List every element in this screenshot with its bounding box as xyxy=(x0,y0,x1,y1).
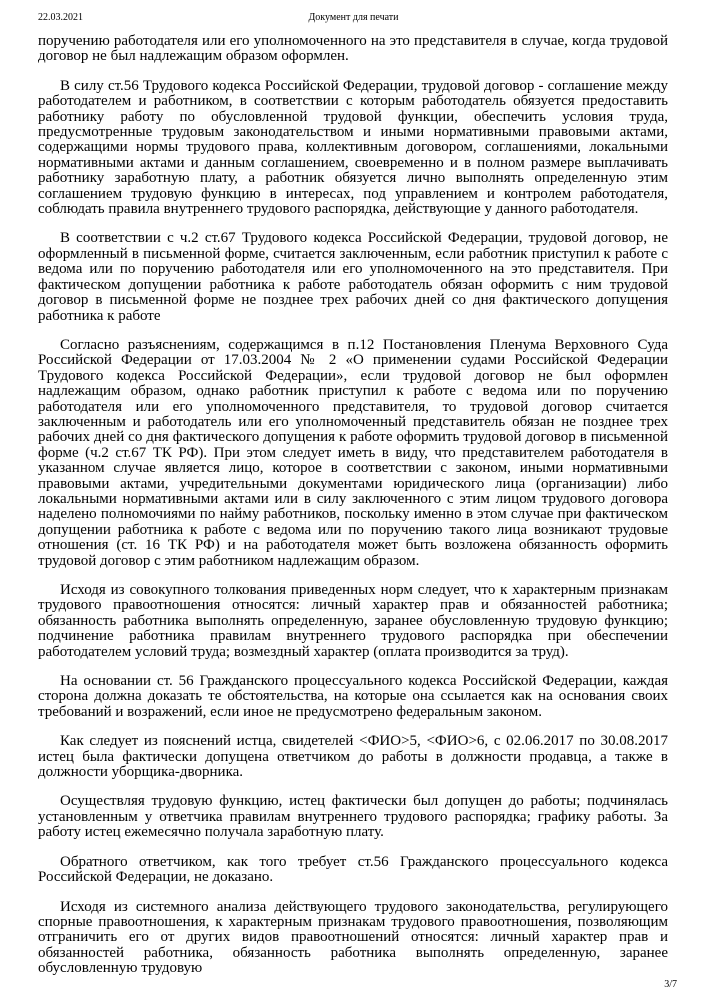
paragraph: Исходя из совокупного толкования приведенных норм следует, что к характерным признакам трудового правоотношения относятся: личный характер прав и обязанностей работника; обязанность работника выполнять определенную, заранее обусловленную трудовую функцию; подчинение работника правилам внутреннего трудового распорядка при обеспечении работодателем условий труда; возмездный характер (оплата производится за труд). xyxy=(38,582,668,660)
paragraph: Исходя из системного анализа действующего трудового законодательства, регулирующего спорные правоотношения, к характерным признакам трудового правоотношения, позволяющим отграничить его от других видов правоотношений относятся: личный характер прав и обязанностей работника, обязанность работника выполнять определенную, заранее обусловленную трудовую xyxy=(38,898,668,977)
print-header xyxy=(0,12,707,24)
paragraph: Согласно разъяснениям, содержащимся в п.12 Постановления Пленума Верховного Суда Российской Федерации от 17.03.2004 № 2 «О применении судами Российской Федерации Трудового кодекса Российской Федерации», если трудовой договор не был оформлен надлежащим образом, однако работник приступил к работе с ведома или по поручению работодателя или его уполномоченного представителя, то трудовой договор считается заключенным и работодатель или его уполномоченный представитель обязан не позднее трех рабочих дней со дня фактического допущения к работе оформить трудовой договор в письменной форме (ч.2 ст.67 ТК РФ). При этом следует иметь в виду, что представителем работодателя в указанном случае является лицо, которое в соответствии с законом, иными нормативными правовыми актами, учредительными документами юридического лица (организации) либо локальными нормативными актами или в силу заключенного с этим лицом трудового договора наделено полномочиями по найму работников, поскольку именно в этом случае при фактическом допущении работника к работе с ведома или по поручению такого лица возникают трудовые отношения (ст. 16 ТК РФ) и на работодателя может быть возложена обязанность оформить трудовой договор с этим работником надлежащим образом. xyxy=(38,336,668,569)
document-date: 22.03.2021 xyxy=(38,12,83,23)
document-title: Документ для печати xyxy=(308,12,399,23)
document-body xyxy=(38,34,668,991)
paragraph: Как следует из пояснений истца, свидетелей <ФИО>5, <ФИО>6, с 02.06.2017 по 30.08.2017 истец была фактически допущена ответчиком до работы в должности продавца, а также в должности уборщика-дворника. xyxy=(38,733,668,781)
paragraph: Обратного ответчиком, как того требует ст.56 Гражданского процессуального кодекса Российской Федерации, не доказано. xyxy=(38,853,668,886)
paragraph: В соответствии с ч.2 ст.67 Трудового кодекса Российской Федерации, трудовой договор, не оформленный в письменной форме, считается заключенным, если работник приступил к работе с ведома или по поручению работодателя или его уполномоченного на это представителя. При фактическом допущении работника к работе работодатель обязан оформить с ним трудовой договор в письменной форме не позднее трех рабочих дней со дня фактического допущения работника к работе xyxy=(38,230,668,324)
page-number: 3/7 xyxy=(664,979,677,990)
paragraph: Осуществляя трудовую функцию, истец фактически был допущен до работы; подчинялась установленным у ответчика правилам внутреннего трудового распорядка; графику работы. За работу истец ежемесячно получала заработную плату. xyxy=(38,793,668,841)
paragraph: поручению работодателя или его уполномоченного на это представителя в случае, когда трудовой договор не был надлежащим образом оформлен. xyxy=(38,33,668,65)
print-footer xyxy=(664,979,677,990)
paragraph: В силу ст.56 Трудового кодекса Российской Федерации, трудовой договор - соглашение между работодателем и работником, в соответствии с которым работодатель обязуется предоставить работнику работу по обусловленной трудовой функции, обеспечить условия труда, предусмотренные трудовым законодательством и иными нормативными правовыми актами, содержащими нормы трудового права, коллективным договором, соглашениями, локальными нормативными актами и данным соглашением, своевременно и в полном размере выплачивать работнику заработную плату, а работник обязуется лично выполнять определенную этим соглашением трудовую функцию в интересах, под управлением и контролем работодателя, соблюдать правила внутреннего трудового распорядка, действующие у данного работодателя. xyxy=(38,77,668,218)
paragraph: На основании ст. 56 Гражданского процессуального кодекса Российской Федерации, каждая сторона должна доказать те обстоятельства, на которые она ссылается как на основания своих требований и возражений, если иное не предусмотрено федеральным законом. xyxy=(38,673,668,720)
